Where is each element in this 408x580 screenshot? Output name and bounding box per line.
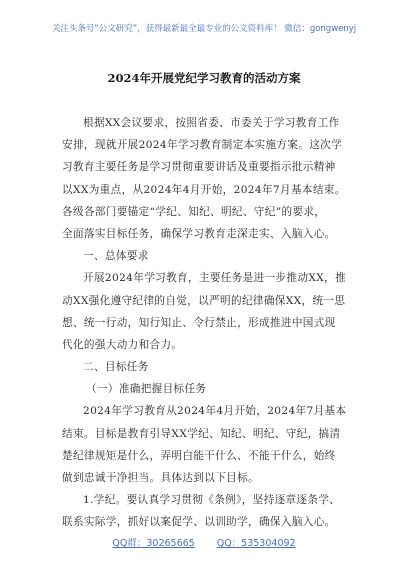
promo-banner: 关注头条号“公文研究”，获得最新最全最专业的公文资料库！ 微信：gongwenyj — [51, 24, 357, 34]
paragraph-line: 代化的强大动力和合力。 — [62, 338, 183, 351]
paragraph-line: 楚纪律规矩是什么，弄明白能干什么、不能干什么，始终 — [62, 449, 336, 462]
qq-group-link[interactable]: QQ群：30265665 — [112, 538, 195, 549]
paragraph-line: 开展2024年学习教育，主要任务是进一步推动XX，推 — [83, 272, 347, 285]
paragraph-line: 结束。目标是教育引导XX学纪、知纪、明纪、守纪，搞清 — [62, 427, 341, 440]
document-body — [62, 112, 362, 534]
paragraph-line: 动XX强化遵守纪律的自觉，以严明的纪律确保XX，统一思 — [62, 294, 346, 307]
qq-contact-link[interactable]: QQ：535304092 — [216, 538, 296, 549]
section-heading: 二、目标任务 — [83, 361, 149, 374]
paragraph-line: 2024年学习教育从2024年4月开始，2024年7月基本 — [83, 405, 347, 418]
paragraph-line: 全面落实目标任务，确保学习教育走深走实、入脑入心。 — [62, 227, 336, 240]
paragraph-line: 想、统一行动，知行知止、令行禁止，形成推进中国式现 — [62, 316, 336, 329]
paragraph-line: 安排，现就开展2024年学习教育制定本实施方案。这次学 — [62, 139, 343, 152]
paragraph-line: 做到忠诚干净担当。具体达到以下目标。 — [62, 472, 259, 484]
paragraph-line: 各级各部门要锚定“学纪、知纪、明纪、守纪”的要求， — [62, 205, 326, 218]
document-title: 2024年开展党纪学习教育的活动方案 — [107, 71, 301, 85]
footer-contact — [0, 535, 408, 549]
paragraph-line: 联系实际学，抓好以案促学、以训助学，确保入脑入心。 — [62, 516, 336, 529]
paragraph-line: 根据XX会议要求，按照省委、市委关于学习教育工作 — [83, 117, 340, 129]
paragraph-line: 1.学纪。要认真学习贯彻《条例》，坚持逐章逐条学、 — [83, 494, 341, 507]
subsection-heading: （一）准确把握目标任务 — [86, 383, 207, 396]
paragraph-line: 以XX为重点，从2024年4月开始，2024年7月基本结束。 — [62, 183, 346, 196]
section-heading: 一、总体要求 — [83, 250, 149, 263]
paragraph-line: 习教育主要任务是学习贯彻重要讲话及重要指示批示精神 — [62, 161, 336, 174]
